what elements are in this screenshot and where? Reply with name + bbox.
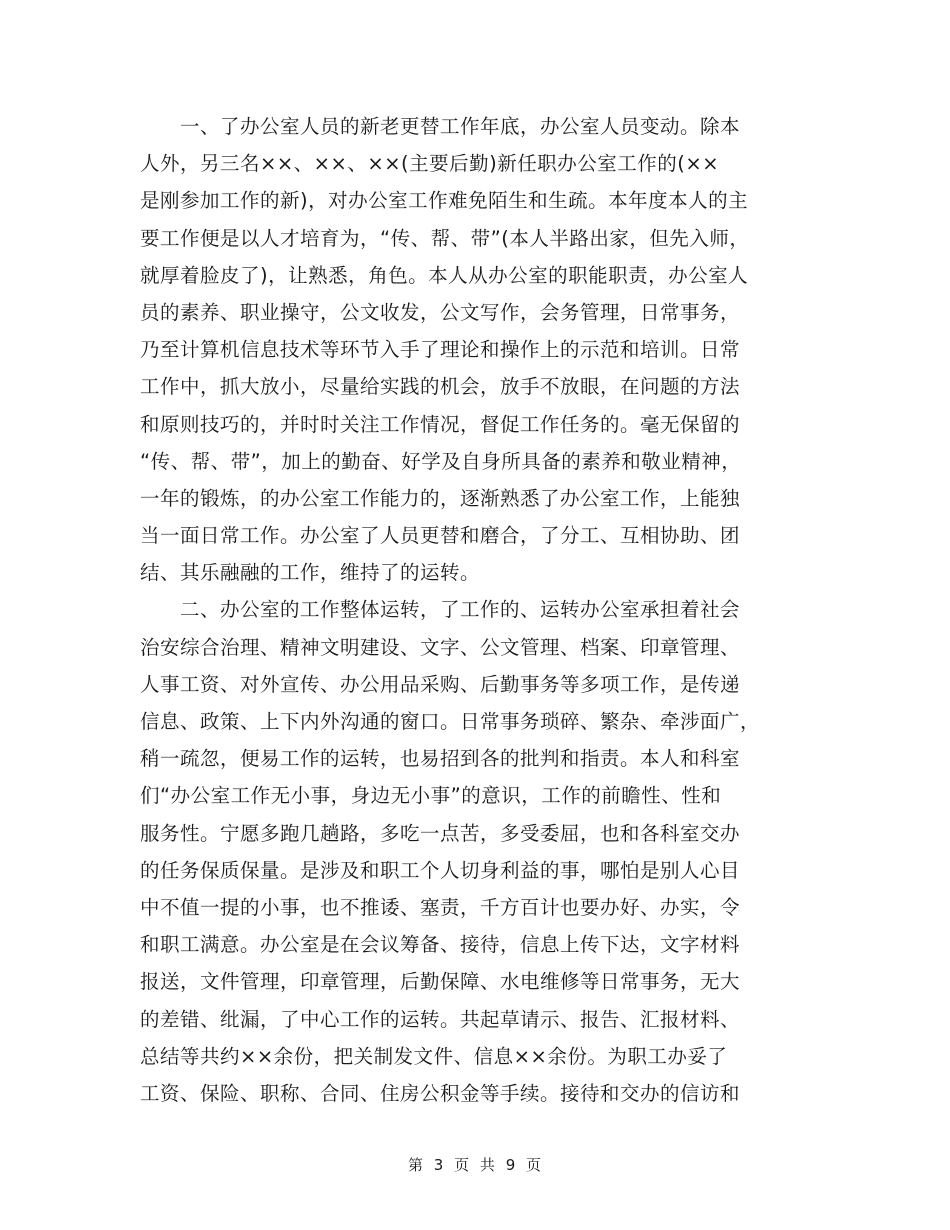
text-line: 人外，另三名××、××、××(主要后勤)新任职办公室工作的(×× [140, 152, 720, 176]
text-line: 乃至计算机信息技术等环节入手了理论和操作上的示范和培训。日常 [140, 338, 741, 362]
text-line: 工资、保险、职称、合同、住房公积金等手续。接待和交办的信访和 [140, 1081, 741, 1105]
document-body [140, 108, 812, 1112]
text-line: “传、帮、带”，加上的勤奋、好学及自身所具备的素养和敬业精神， [140, 449, 742, 473]
text-line: 要工作便是以人才培育为，“传、帮、带”(本人半路出家，但先入师， [140, 226, 750, 250]
text-line: 当一面日常工作。办公室了人员更替和磨合，了分工、互相协助、团 [140, 524, 741, 548]
text-line: 二、办公室的工作整体运转，了工作的、运转办公室承担着社会 [140, 598, 741, 622]
text-line: 的差错、纰漏，了中心工作的运转。共起草请示、报告、汇报材料、 [140, 1007, 741, 1031]
current-page-number: 3 [433, 1156, 445, 1174]
total-pages-number: 9 [505, 1156, 517, 1174]
text-line: 服务性。宁愿多跑几趟路，多吃一点苦，多受委屈，也和各科室交办 [140, 821, 741, 845]
text-line: 结、其乐融融的工作，维持了的运转。 [140, 561, 481, 585]
text-line: 是刚参加工作的新)，对办公室工作难免陌生和生疏。本年度本人的主 [140, 189, 749, 213]
text-line: 工作中，抓大放小，尽量给实践的机会，放手不放眼，在问题的方法 [140, 375, 741, 399]
text-line: 总结等共约××余份，把关制发文件、信息××余份。为职工办妥了 [140, 1044, 728, 1068]
text-line: 一、了办公室人员的新老更替工作年底，办公室人员变动。除本 [140, 115, 741, 138]
footer-page-unit-2: 页 [526, 1156, 543, 1174]
text-line: 员的素养、职业操守，公文收发，公文写作，会务管理，日常事务， [140, 300, 741, 324]
text-line: 们“办公室工作无小事，身边无小事”的意识，工作的前瞻性、性和 [140, 784, 722, 808]
text-line: 治安综合治理、精神文明建设、文字、公文管理、档案、印章管理、 [140, 635, 741, 659]
text-line: 中不值一提的小事，也不推诿、塞责，千方百计也要办好、办实，令 [140, 895, 741, 919]
text-line: 信息、政策、上下内外沟通的窗口。日常事务琐碎、繁杂、牵涉面广， [140, 710, 761, 733]
page-footer [0, 1154, 950, 1175]
text-line: 和职工满意。办公室是在会议筹备、接待，信息上传下达，文字材料 [140, 933, 741, 957]
text-line: 人事工资、对外宣传、办公用品采购、后勤事务等多项工作，是传递 [140, 672, 741, 696]
text-line: 报送，文件管理，印章管理，后勤保障、水电维修等日常事务，无大 [140, 970, 741, 994]
footer-page-unit: 页 [454, 1156, 471, 1174]
footer-total-label: 共 [479, 1156, 496, 1174]
text-line: 的任务保质保量。是涉及和职工个人切身利益的事，哪怕是别人心目 [140, 858, 741, 882]
text-line: 就厚着脸皮了)，让熟悉，角色。本人从办公室的职能职责，办公室人 [140, 263, 749, 287]
footer-prefix: 第 [407, 1156, 424, 1174]
text-line: 和原则技巧的，并时时关注工作情况，督促工作任务的。毫无保留的 [140, 412, 741, 436]
text-line: 稍一疏忽，便易工作的运转，也易招到各的批判和指责。本人和科室 [140, 747, 741, 771]
text-line: 一年的锻炼，的办公室工作能力的，逐渐熟悉了办公室工作，上能独 [140, 486, 741, 510]
